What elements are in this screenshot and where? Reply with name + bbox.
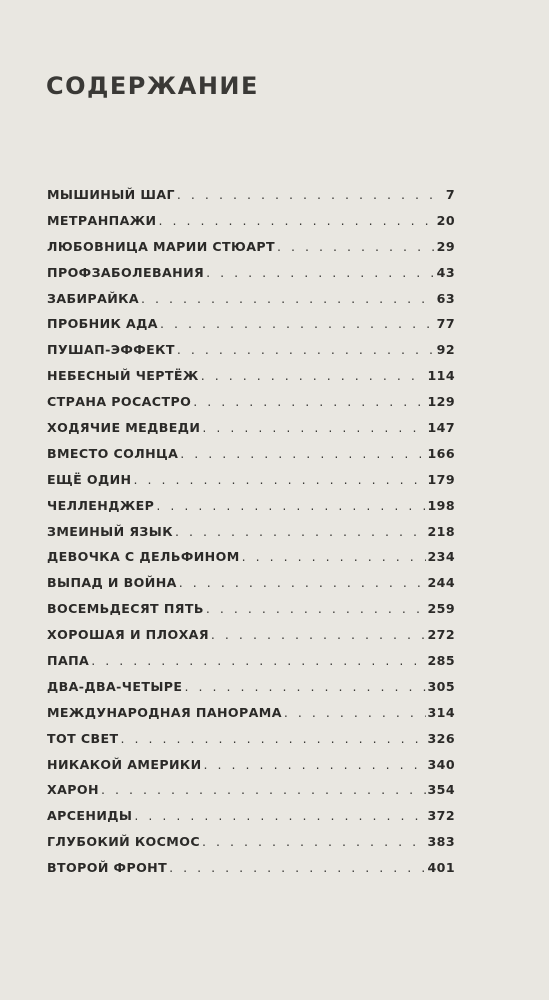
dot-leader xyxy=(91,653,425,668)
dot-leader xyxy=(141,291,435,306)
toc-entry-page-number: 326 xyxy=(427,730,455,746)
toc-entry xyxy=(47,808,455,834)
toc-entry-title: НЕБЕСНЫЙ ЧЕРТЁЖ xyxy=(47,368,199,384)
toc-entry-title: ТОТ СВЕТ xyxy=(47,730,119,746)
toc-entry xyxy=(47,524,455,550)
toc-entry-title: МЫШИНЫЙ ШАГ xyxy=(47,187,175,202)
toc-entry-title: ДВА-ДВА-ЧЕТЫРЕ xyxy=(47,678,183,694)
toc-entry xyxy=(47,601,455,627)
dot-leader xyxy=(202,834,426,849)
toc-entry-title: ДЕВОЧКА С ДЕЛЬФИНОМ xyxy=(47,549,240,565)
toc-entry-page-number: 7 xyxy=(445,187,455,202)
dot-leader xyxy=(160,316,435,331)
toc-entry xyxy=(47,316,455,342)
toc-entry-title: МЕТРАНПАЖИ xyxy=(47,212,157,228)
dot-leader xyxy=(134,808,425,823)
toc-entry-page-number: 259 xyxy=(427,601,455,617)
toc-entry xyxy=(47,368,455,394)
toc-entry-title: ВТОРОЙ ФРОНТ xyxy=(47,860,168,876)
toc-entry xyxy=(47,757,455,783)
dot-leader xyxy=(177,187,444,202)
toc-entry xyxy=(47,265,455,291)
dot-leader xyxy=(179,575,426,590)
table-of-contents xyxy=(47,187,455,886)
toc-entry xyxy=(47,420,455,446)
toc-entry xyxy=(47,834,455,860)
toc-entry-title: ЛЮБОВНИЦА МАРИИ СТЮАРТ xyxy=(47,238,275,254)
toc-entry-page-number: 234 xyxy=(427,549,455,565)
toc-entry-page-number: 179 xyxy=(427,471,455,487)
toc-entry-page-number: 147 xyxy=(427,420,455,436)
toc-entry-page-number: 29 xyxy=(436,238,455,254)
toc-entry-title: ХАРОН xyxy=(47,782,99,798)
dot-leader xyxy=(134,472,426,487)
toc-entry xyxy=(47,731,455,757)
toc-entry-title: СТРАНА РОСАСТРО xyxy=(47,394,192,410)
toc-entry-title: ВОСЕМЬДЕСЯТ ПЯТЬ xyxy=(47,601,204,617)
toc-entry-title: ВЫПАД И ВОЙНА xyxy=(47,575,177,591)
toc-entry-title: ПАПА xyxy=(47,653,90,669)
toc-entry xyxy=(47,187,455,213)
toc-entry-page-number: 166 xyxy=(427,445,455,461)
dot-leader xyxy=(159,213,435,228)
toc-entry-title: ПРОФЗАБОЛЕВАНИЯ xyxy=(47,264,205,280)
toc-entry xyxy=(47,213,455,239)
toc-entry-page-number: 43 xyxy=(436,264,455,280)
toc-entry xyxy=(47,860,455,886)
toc-entry-title: НИКАКОЙ АМЕРИКИ xyxy=(47,756,202,772)
toc-entry-title: ЗМЕИНЫЙ ЯЗЫК xyxy=(47,523,173,539)
dot-leader xyxy=(206,265,435,280)
toc-entry xyxy=(47,472,455,498)
toc-entry-title: ХОРОШАЯ И ПЛОХАЯ xyxy=(47,627,209,643)
toc-entry xyxy=(47,239,455,265)
toc-entry-page-number: 314 xyxy=(427,704,455,720)
dot-leader xyxy=(175,524,426,539)
dot-leader xyxy=(156,498,425,513)
toc-entry xyxy=(47,394,455,420)
toc-entry-page-number: 305 xyxy=(427,678,455,694)
toc-entry-page-number: 401 xyxy=(427,860,455,876)
dot-leader xyxy=(169,860,425,875)
toc-entry xyxy=(47,782,455,808)
dot-leader xyxy=(204,757,426,772)
dot-leader xyxy=(277,239,435,254)
toc-entry-page-number: 198 xyxy=(427,497,455,513)
dot-leader xyxy=(193,394,425,409)
toc-entry-page-number: 383 xyxy=(427,834,455,850)
toc-entry-page-number: 218 xyxy=(427,523,455,539)
toc-entry-title: ЧЕЛЛЕНДЖЕР xyxy=(47,497,155,513)
dot-leader xyxy=(201,368,426,383)
toc-entry-page-number: 77 xyxy=(436,316,455,332)
toc-entry-title: ГЛУБОКИЙ КОСМОС xyxy=(47,834,200,850)
toc-entry xyxy=(47,446,455,472)
toc-entry xyxy=(47,575,455,601)
toc-entry xyxy=(47,291,455,317)
toc-entry-title: ПУШАП-ЭФФЕКТ xyxy=(47,342,175,358)
toc-entry-page-number: 63 xyxy=(436,290,455,306)
toc-entry-page-number: 129 xyxy=(427,394,455,410)
dot-leader xyxy=(202,420,425,435)
dot-leader xyxy=(101,782,426,797)
toc-entry xyxy=(47,549,455,575)
toc-entry-page-number: 114 xyxy=(427,368,455,384)
dot-leader xyxy=(121,731,426,746)
toc-entry xyxy=(47,653,455,679)
toc-entry-page-number: 340 xyxy=(427,756,455,772)
toc-entry xyxy=(47,498,455,524)
toc-entry xyxy=(47,705,455,731)
toc-entry-page-number: 372 xyxy=(427,808,455,824)
toc-entry-page-number: 92 xyxy=(436,342,455,358)
toc-entry-title: ВМЕСТО СОЛНЦА xyxy=(47,445,179,461)
toc-entry-page-number: 20 xyxy=(436,212,455,228)
toc-entry-page-number: 285 xyxy=(427,653,455,669)
dot-leader xyxy=(206,601,426,616)
toc-entry-page-number: 354 xyxy=(427,782,455,798)
toc-entry-title: МЕЖДУНАРОДНАЯ ПАНОРАМА xyxy=(47,704,282,720)
toc-entry-title: ПРОБНИК АДА xyxy=(47,316,158,332)
toc-entry-title: АРСЕНИДЫ xyxy=(47,808,133,824)
dot-leader xyxy=(284,705,426,720)
toc-entry xyxy=(47,679,455,705)
dot-leader xyxy=(184,679,425,694)
dot-leader xyxy=(177,342,435,357)
toc-entry-title: ХОДЯЧИЕ МЕДВЕДИ xyxy=(47,420,201,436)
toc-entry xyxy=(47,342,455,368)
dot-leader xyxy=(180,446,425,461)
dot-leader xyxy=(242,549,426,564)
dot-leader xyxy=(211,627,426,642)
page-title: СОДЕРЖАНИЕ xyxy=(46,72,259,100)
toc-entry-title: ЗАБИРАЙКА xyxy=(47,290,139,306)
toc-entry-page-number: 244 xyxy=(427,575,455,591)
toc-entry xyxy=(47,627,455,653)
toc-entry-title: ЕЩЁ ОДИН xyxy=(47,471,132,487)
toc-entry-page-number: 272 xyxy=(427,627,455,643)
